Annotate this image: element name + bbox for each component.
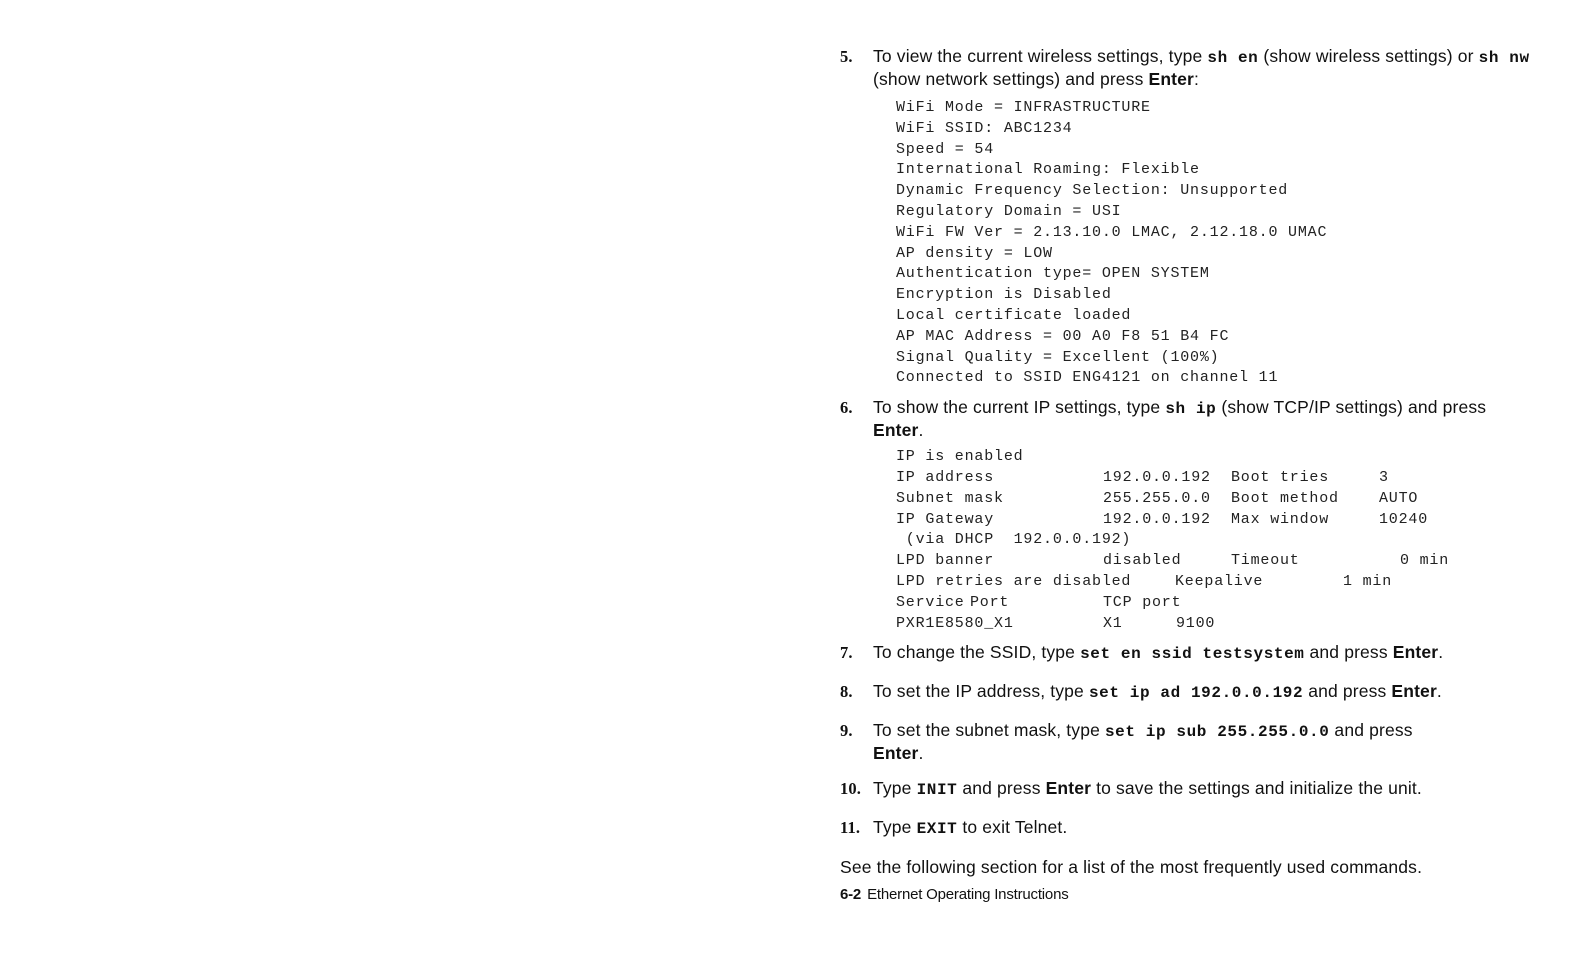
command-text: set ip ad 192.0.0.192 [1088,684,1304,703]
ip-settings-output [896,447,1530,634]
command-text: set en ssid testsystem [1080,645,1305,664]
output-line: International Roaming: Flexible [896,161,1200,179]
step-text: to save the settings and initialize the unit. [1091,778,1422,799]
wifi-settings-output [896,98,1530,389]
output-row [896,468,1530,489]
step-6 [840,397,1530,441]
output-line: Connected to SSID ENG4121 on channel 11 [896,369,1279,387]
output-label: Port [970,593,1010,611]
step-text: (show wireless settings) or [1258,46,1479,66]
step-number: 7. [840,643,853,663]
step-number: 11. [840,818,861,838]
page-footer [840,886,1069,903]
output-label: Timeout [1231,552,1300,570]
step-text: . [918,743,924,764]
step-8 [840,681,1530,704]
output-label: IP Gateway [896,510,995,528]
key-name: Enter [1045,778,1092,799]
output-line: AP MAC Address = 00 A0 F8 51 B4 FC [896,327,1230,345]
output-value: TCP port [1103,593,1182,611]
step-10 [840,778,1530,801]
output-label: Keepalive [1175,572,1264,590]
output-value: AUTO [1379,489,1419,507]
output-line: Local certificate loaded [896,306,1132,324]
output-line: Signal Quality = Excellent (100%) [896,348,1220,366]
step-text: to exit Telnet. [957,817,1068,838]
output-label: LPD banner [896,552,995,570]
step-text: . [918,420,924,441]
step-5 [840,46,1530,90]
output-line: Dynamic Frequency Selection: Unsupported [896,182,1289,200]
output-row [896,489,1530,510]
output-label: IP address [896,468,995,486]
output-line: WiFi SSID: ABC1234 [896,119,1073,137]
output-row [896,614,1530,635]
step-text: To view the current wireless settings, type [873,46,1208,66]
step-text: and press [1303,681,1392,702]
output-line: Speed = 54 [896,140,995,158]
step-text: Type [873,817,917,838]
command-text: sh en [1207,49,1259,67]
output-line: WiFi FW Ver = 2.13.10.0 LMAC, 2.12.18.0 UMAC [896,223,1328,241]
step-number: 6. [840,398,853,418]
output-line: Encryption is Disabled [896,286,1112,304]
output-row [896,551,1530,572]
step-text: (show TCP/IP settings) and press [1216,397,1487,418]
key-name: Enter [1391,681,1437,702]
output-label: Boot tries [1231,468,1330,486]
step-number: 10. [840,779,862,799]
step-number: 8. [840,682,853,702]
output-label: PXR1E8580_X1 [896,614,1014,632]
key-name: Enter [1392,642,1439,663]
command-text: sh nw [1478,49,1530,67]
key-name: Enter [873,743,919,764]
output-value: 192.0.0.192 [1103,468,1211,486]
page-number: 6-2 [840,886,862,903]
output-label: Boot method [1231,489,1339,507]
step-number: 9. [840,721,853,741]
output-value: 10240 [1379,510,1429,528]
output-value: 0 min [1400,552,1450,570]
step-9 [840,720,1530,764]
step-text: To set the IP address, type [873,681,1089,702]
output-line: WiFi Mode = INFRASTRUCTURE [896,99,1151,116]
step-text: and press [1304,642,1393,663]
output-label: Max window [1231,510,1330,528]
manual-page [840,46,1530,878]
output-row [896,572,1530,593]
step-text: To set the subnet mask, type [873,720,1105,741]
step-text: To show the current IP settings, type [873,397,1166,418]
step-number: 5. [840,47,853,66]
key-name: Enter [873,420,919,441]
footer-title: Ethernet Operating Instructions [867,886,1069,903]
closing-paragraph: See the following section for a list of the most frequently used commands. [840,857,1423,878]
step-11 [840,817,1530,840]
step-text: . [1436,681,1442,702]
output-value: disabled [1103,552,1182,570]
command-text: set ip sub 255.255.0.0 [1104,723,1330,742]
output-value: 255.255.0.0 [1103,489,1211,507]
output-row [896,510,1530,531]
output-label: LPD retries are disabled [896,572,1132,590]
output-value: 192.0.0.192 [1103,510,1211,528]
output-line: IP is enabled [896,448,1024,466]
output-row [896,593,1530,614]
output-line: AP density = LOW [896,244,1053,262]
step-text: To change the SSID, type [873,642,1081,663]
output-line: Regulatory Domain = USI [896,202,1122,220]
step-text: (show network settings) and press [873,69,1149,89]
output-label: Subnet mask [896,489,1004,507]
step-text: . [1438,642,1444,663]
output-value: 3 [1379,468,1389,486]
key-name: Enter [1148,69,1194,89]
step-text: and press [1329,720,1413,741]
step-7 [840,642,1530,665]
command-text: sh ip [1165,400,1217,419]
output-value: 1 min [1343,572,1393,590]
step-text: and press [957,778,1046,799]
output-label: Service [896,593,965,611]
command-text: EXIT [916,820,958,839]
step-text: Type [873,778,917,799]
output-line: Authentication type= OPEN SYSTEM [896,265,1210,283]
step-text: : [1193,69,1199,89]
output-value: 9100 [1176,614,1216,632]
output-value: X1 [1103,614,1123,632]
output-line: (via DHCP 192.0.0.192) [896,531,1132,549]
command-text: INIT [916,781,958,800]
